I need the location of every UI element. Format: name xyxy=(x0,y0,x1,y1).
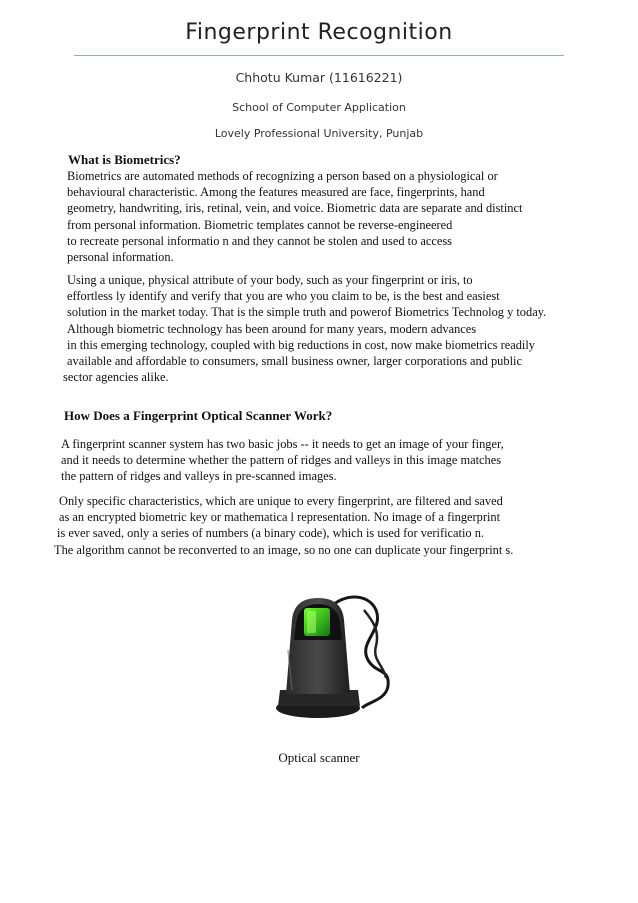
document-title: Fingerprint Recognition xyxy=(185,20,453,45)
text-line: behavioural characteristic. Among the features measured are face, fingerprints, hand xyxy=(67,185,485,200)
section-heading-biometrics: What is Biometrics? xyxy=(68,152,181,167)
school-line: School of Computer Application xyxy=(232,101,406,114)
text-line: Biometrics are automated methods of recognizing a person based on a physiological or xyxy=(67,169,498,183)
biometrics-paragraph-1 xyxy=(67,168,522,265)
text-line: Although biometric technology has been around for many years, modern advances xyxy=(67,321,477,336)
text-line: as an encrypted biometric key or mathematica l representation. No image of a fingerprint xyxy=(59,510,501,525)
text-line: is ever saved, only a series of numbers (a binary code), which is used for verificatio n. xyxy=(57,526,484,541)
text-line: geometry, handwriting, iris, retinal, vein, and voice. Biometric data are separate and distinct xyxy=(67,201,523,216)
author-line: Chhotu Kumar (11616221) xyxy=(235,70,403,85)
text-line: solution in the market today. That is the simple truth and powerof Biometrics Technolog y today. xyxy=(67,305,547,320)
scanner-paragraph-1 xyxy=(61,436,504,485)
biometrics-paragraph-2 xyxy=(63,272,547,385)
text-line: personal information. xyxy=(67,250,174,265)
text-line: in this emerging technology, coupled with big reductions in cost, now make biometrics readily xyxy=(67,337,535,352)
text-line: sector agencies alike. xyxy=(63,370,169,385)
text-line: Using a unique, physical attribute of your body, such as your fingerprint or iris, to xyxy=(67,273,473,287)
text-line: and it needs to determine whether the pattern of ridges and valleys in this image matches xyxy=(61,453,502,468)
optical-scanner-image xyxy=(272,590,392,724)
text-line: from personal information. Biometric templates cannot be reverse-engineered xyxy=(67,217,453,232)
text-line: available and affordable to consumers, small business owner, larger corporations and public xyxy=(67,354,522,369)
figure-caption: Optical scanner xyxy=(278,750,360,765)
text-line: A fingerprint scanner system has two basic jobs -- it needs to get an image of your finger, xyxy=(61,437,504,451)
text-line: The algorithm cannot be reconverted to an image, so no one can duplicate your fingerprint s. xyxy=(54,542,514,557)
text-line: to recreate personal informatio n and they cannot be stolen and used to access xyxy=(67,233,452,248)
title-underline xyxy=(74,55,564,56)
text-line: the pattern of ridges and valleys in pre-scanned images. xyxy=(61,469,337,484)
scanner-paragraph-2 xyxy=(54,493,514,558)
university-line: Lovely Professional University, Punjab xyxy=(214,127,424,140)
section-heading-scanner: How Does a Fingerprint Optical Scanner Work? xyxy=(64,408,333,423)
text-line: Only specific characteristics, which are unique to every fingerprint, are filtered and saved xyxy=(59,494,503,508)
text-line: effortless ly identify and verify that you are who you claim to be, is the best and easiest xyxy=(67,289,500,304)
